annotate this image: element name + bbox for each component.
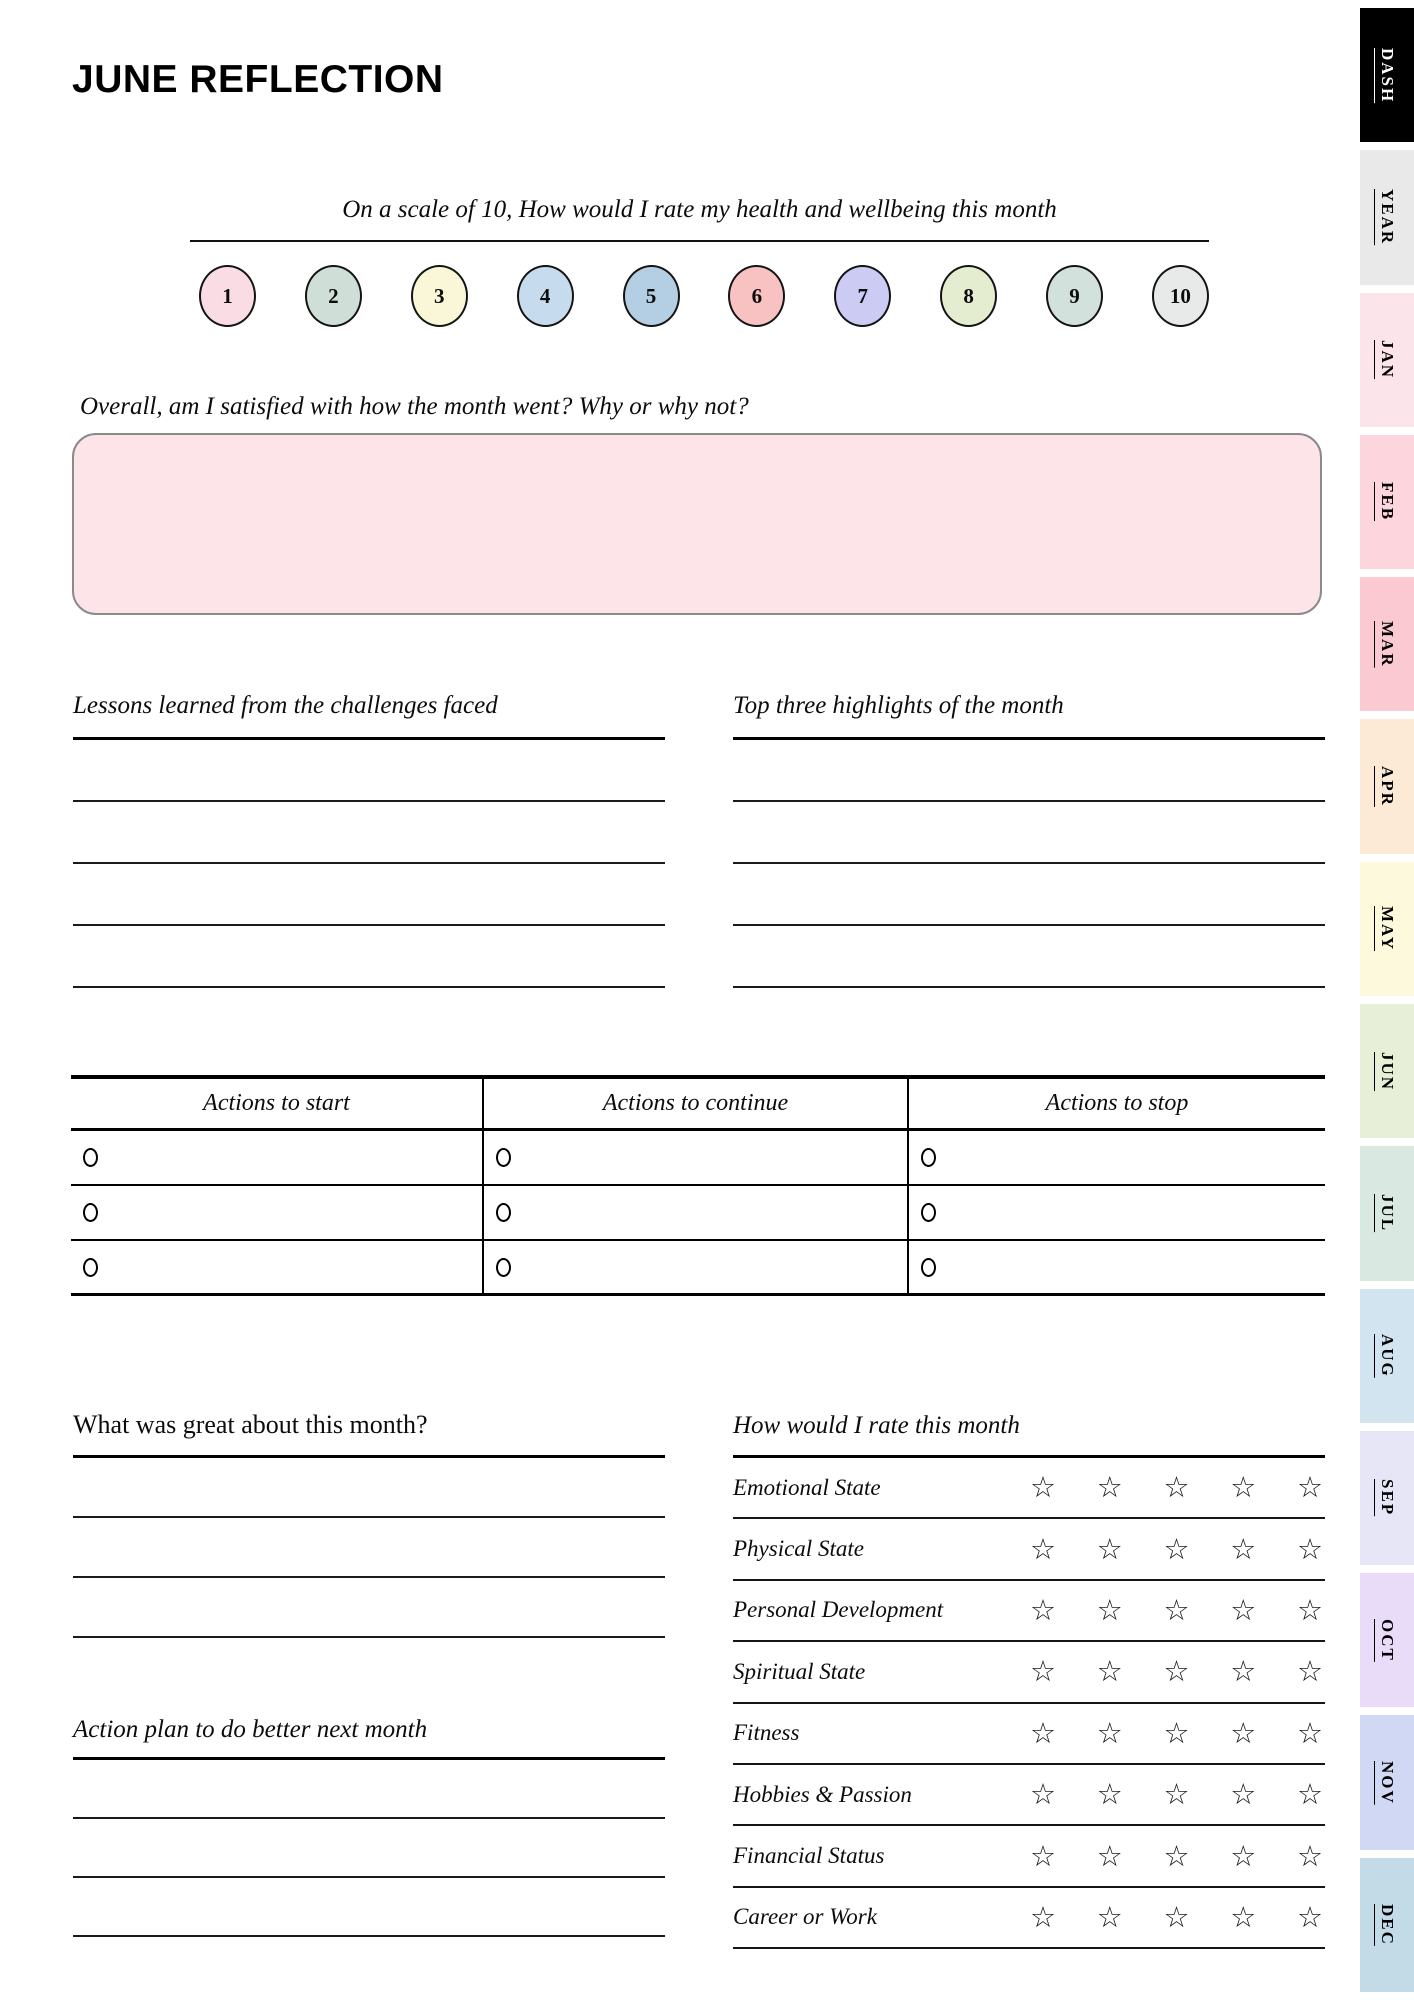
star-icon[interactable]: ☆ xyxy=(1030,1654,1056,1689)
ratings-section xyxy=(733,1406,1325,1949)
scale-question-underline xyxy=(190,240,1209,242)
star-icon[interactable]: ☆ xyxy=(1030,1715,1056,1750)
actions-stop-cell[interactable] xyxy=(907,1131,1325,1184)
star-icon[interactable]: ☆ xyxy=(1163,1592,1190,1627)
write-line[interactable] xyxy=(733,926,1325,988)
rating-row xyxy=(733,1642,1325,1703)
sidebar-tab[interactable]: MAY xyxy=(1360,862,1414,996)
satisfaction-question: Overall, am I satisfied with how the month went? Why or why not? xyxy=(80,393,749,420)
actions-continue-cell[interactable] xyxy=(482,1131,907,1184)
star-icon[interactable]: ☆ xyxy=(1030,1838,1056,1873)
rating-row xyxy=(733,1704,1325,1765)
star-rating xyxy=(1030,1654,1325,1689)
rating-row xyxy=(733,1581,1325,1642)
star-icon[interactable]: ☆ xyxy=(1297,1899,1323,1934)
scale-option-circle[interactable]: 5 xyxy=(623,265,680,327)
scale-option-circle[interactable]: 8 xyxy=(940,265,997,327)
write-line[interactable] xyxy=(733,864,1325,926)
write-line[interactable] xyxy=(73,740,665,802)
actions-table xyxy=(71,1075,1325,1296)
actions-start-cell[interactable] xyxy=(71,1186,482,1239)
star-icon[interactable]: ☆ xyxy=(1096,1715,1123,1750)
table-row xyxy=(71,1186,1325,1241)
star-icon[interactable]: ☆ xyxy=(1230,1592,1257,1627)
star-icon[interactable]: ☆ xyxy=(1030,1592,1056,1627)
ratings-heading: How would I rate this month xyxy=(733,1406,1325,1458)
star-icon[interactable]: ☆ xyxy=(1096,1838,1123,1873)
star-rating xyxy=(1030,1592,1325,1627)
rating-label: Personal Development xyxy=(733,1597,944,1623)
actions-start-cell[interactable] xyxy=(71,1241,482,1293)
actions-column-header: Actions to stop xyxy=(907,1079,1325,1128)
rating-row xyxy=(733,1765,1325,1826)
scale-option-circle[interactable]: 9 xyxy=(1046,265,1103,327)
action-plan-lines xyxy=(73,1760,665,1937)
lessons-heading: Lessons learned from the challenges faced xyxy=(73,688,665,740)
sidebar-tab[interactable]: NOV xyxy=(1360,1715,1414,1849)
star-icon[interactable]: ☆ xyxy=(1163,1654,1190,1689)
star-icon[interactable]: ☆ xyxy=(1163,1531,1190,1566)
sidebar-tab[interactable]: JUN xyxy=(1360,1004,1414,1138)
star-icon[interactable]: ☆ xyxy=(1030,1777,1056,1812)
highlights-heading: Top three highlights of the month xyxy=(733,688,1325,740)
star-icon[interactable]: ☆ xyxy=(1230,1470,1257,1505)
sidebar-tab[interactable]: JAN xyxy=(1360,293,1414,427)
star-icon[interactable]: ☆ xyxy=(1030,1899,1056,1934)
star-icon[interactable]: ☆ xyxy=(1163,1715,1190,1750)
actions-start-cell[interactable] xyxy=(71,1131,482,1184)
write-line[interactable] xyxy=(73,1760,665,1819)
lessons-lines xyxy=(73,740,665,988)
rating-label: Emotional State xyxy=(733,1474,881,1500)
rating-label: Spiritual State xyxy=(733,1658,866,1684)
rating-label: Financial Status xyxy=(733,1843,885,1869)
satisfaction-answer-box[interactable] xyxy=(72,433,1322,615)
sidebar-tab[interactable]: AUG xyxy=(1360,1289,1414,1423)
table-row xyxy=(71,1131,1325,1186)
sidebar-tab[interactable]: YEAR xyxy=(1360,150,1414,284)
star-rating xyxy=(1030,1715,1325,1750)
write-line[interactable] xyxy=(73,1458,665,1518)
star-icon[interactable]: ☆ xyxy=(1096,1592,1123,1627)
sidebar-tab[interactable]: APR xyxy=(1360,719,1414,853)
star-icon[interactable]: ☆ xyxy=(1230,1715,1257,1750)
star-rating xyxy=(1030,1531,1325,1566)
star-icon[interactable]: ☆ xyxy=(1163,1899,1190,1934)
scale-option-circle[interactable]: 10 xyxy=(1152,265,1209,327)
scale-option-circle[interactable]: 3 xyxy=(411,265,468,327)
write-line[interactable] xyxy=(73,1878,665,1937)
star-icon[interactable]: ☆ xyxy=(1297,1531,1323,1566)
star-icon[interactable]: ☆ xyxy=(1230,1899,1257,1934)
star-icon[interactable]: ☆ xyxy=(1030,1470,1056,1505)
ratings-rows xyxy=(733,1458,1325,1949)
star-icon[interactable]: ☆ xyxy=(1163,1777,1190,1812)
great-lines xyxy=(73,1458,665,1638)
star-rating xyxy=(1030,1838,1325,1873)
rating-row xyxy=(733,1458,1325,1519)
scale-option-circle[interactable]: 7 xyxy=(834,265,891,327)
bullet-circle-icon xyxy=(83,1258,98,1277)
bullet-circle-icon xyxy=(496,1203,511,1222)
write-line[interactable] xyxy=(73,864,665,926)
bullet-circle-icon xyxy=(83,1203,98,1222)
sidebar-tab[interactable]: DASH xyxy=(1360,8,1414,142)
action-plan-section xyxy=(73,1714,665,1937)
star-icon[interactable]: ☆ xyxy=(1230,1777,1257,1812)
star-icon[interactable]: ☆ xyxy=(1297,1838,1323,1873)
bullet-circle-icon xyxy=(496,1258,511,1277)
star-icon[interactable]: ☆ xyxy=(1096,1654,1123,1689)
write-line[interactable] xyxy=(73,1578,665,1638)
scale-option-circle[interactable]: 2 xyxy=(305,265,362,327)
write-line[interactable] xyxy=(73,1819,665,1878)
scale-option-circle[interactable]: 1 xyxy=(199,265,256,327)
actions-table-body xyxy=(71,1131,1325,1296)
great-heading: What was great about this month? xyxy=(73,1406,665,1458)
rating-row xyxy=(733,1888,1325,1949)
sidebar-tab[interactable]: DEC xyxy=(1360,1858,1414,1992)
star-icon[interactable]: ☆ xyxy=(1297,1715,1323,1750)
actions-column-header: Actions to start xyxy=(203,1090,350,1116)
star-icon[interactable]: ☆ xyxy=(1096,1531,1123,1566)
star-icon[interactable]: ☆ xyxy=(1096,1899,1123,1934)
star-rating xyxy=(1030,1777,1325,1812)
table-row xyxy=(71,1241,1325,1296)
sidebar-tab[interactable]: SEP xyxy=(1360,1431,1414,1565)
star-icon[interactable]: ☆ xyxy=(1030,1531,1056,1566)
scale-option-circle[interactable]: 6 xyxy=(728,265,785,327)
rating-row xyxy=(733,1519,1325,1580)
write-line[interactable] xyxy=(73,802,665,864)
sidebar-tab[interactable]: MAR xyxy=(1360,577,1414,711)
actions-stop-cell[interactable] xyxy=(907,1241,1325,1293)
bullet-circle-icon xyxy=(83,1148,98,1167)
actions-table-header xyxy=(71,1075,1325,1131)
write-line[interactable] xyxy=(73,1518,665,1578)
actions-continue-cell[interactable] xyxy=(482,1186,907,1239)
bullet-circle-icon xyxy=(921,1258,936,1277)
star-icon[interactable]: ☆ xyxy=(1297,1592,1323,1627)
star-icon[interactable]: ☆ xyxy=(1297,1470,1323,1505)
lessons-section xyxy=(73,688,665,988)
great-section xyxy=(73,1406,665,1638)
bullet-circle-icon xyxy=(921,1148,936,1167)
bullet-circle-icon xyxy=(496,1148,511,1167)
star-icon[interactable]: ☆ xyxy=(1230,1531,1257,1566)
star-icon[interactable]: ☆ xyxy=(1163,1838,1190,1873)
rating-label: Fitness xyxy=(733,1720,800,1746)
star-icon[interactable]: ☆ xyxy=(1297,1777,1323,1812)
scale-question: On a scale of 10, How would I rate my health and wellbeing this month xyxy=(342,196,1057,223)
rating-label: Career or Work xyxy=(733,1904,877,1930)
star-rating xyxy=(1030,1899,1325,1934)
scale-options xyxy=(199,265,1209,327)
star-icon[interactable]: ☆ xyxy=(1096,1470,1123,1505)
bullet-circle-icon xyxy=(921,1203,936,1222)
sidebar-tab[interactable]: JUL xyxy=(1360,1146,1414,1280)
star-icon[interactable]: ☆ xyxy=(1297,1654,1323,1689)
highlights-section xyxy=(733,688,1325,988)
star-icon[interactable]: ☆ xyxy=(1230,1838,1257,1873)
rating-row xyxy=(733,1826,1325,1887)
scale-option-circle[interactable]: 4 xyxy=(517,265,574,327)
write-line[interactable] xyxy=(733,740,1325,802)
star-icon[interactable]: ☆ xyxy=(1163,1470,1190,1505)
star-rating xyxy=(1030,1470,1325,1505)
rating-label: Hobbies & Passion xyxy=(733,1781,912,1807)
action-plan-heading: Action plan to do better next month xyxy=(73,1714,665,1760)
write-line[interactable] xyxy=(733,802,1325,864)
page-title: JUNE REFLECTION xyxy=(72,58,444,101)
star-icon[interactable]: ☆ xyxy=(1096,1777,1123,1812)
star-icon[interactable]: ☆ xyxy=(1230,1654,1257,1689)
actions-continue-cell[interactable] xyxy=(482,1241,907,1293)
month-tab-sidebar xyxy=(1360,0,1414,2000)
sidebar-tab[interactable]: OCT xyxy=(1360,1573,1414,1707)
sidebar-tab[interactable]: FEB xyxy=(1360,435,1414,569)
actions-stop-cell[interactable] xyxy=(907,1186,1325,1239)
actions-column-header: Actions to continue xyxy=(482,1079,907,1128)
write-line[interactable] xyxy=(73,926,665,988)
highlights-lines xyxy=(733,740,1325,988)
rating-label: Physical State xyxy=(733,1536,864,1562)
